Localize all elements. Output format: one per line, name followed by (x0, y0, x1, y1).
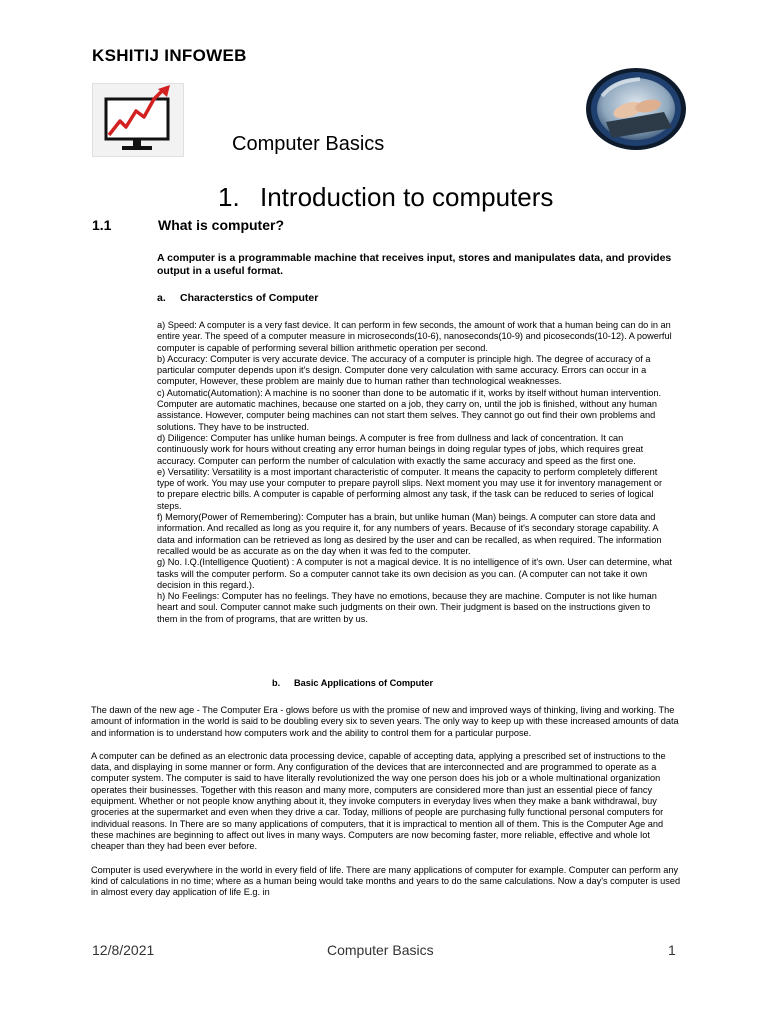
subsection-a-heading (157, 292, 318, 304)
subsection-b-label: b. (272, 678, 281, 688)
chapter-title: Introduction to computers (260, 182, 554, 212)
subsection-b-title: Basic Applications of Computer (294, 678, 434, 688)
company-name: KSHITIJ INFOWEB (92, 46, 247, 65)
body-paragraph: A computer can be defined as an electronic data processing device, capable of accepting data, applying a prescribed set of instructions to the data, and displaying in some manner or form. Any configuration of the devices that are interconnected and are programmed to operate as a computer system. The computer is said to have literally revolutionized the way one person does his job or a whole multinational organization operates their businesses. Together with this reason and many more, computers are considered more than just an essential piece of fancy equipment. Whether or not people know anything about it, they invoke computers in everyday lives when they make a bank withdrawal, buy groceries at the supermarket and even when they drive a car. Today, millions of people are purchasing fully functional personal computers for individual reasons. In There are so many applications of computers, that it is impractical to mention all of them. This is the Computer Age and these machines are beginning to affect out lives in many ways. Computers are now becoming faster, more reliable, effective and whole lot cheaper than they had been ever before. (91, 750, 666, 852)
body-paragraph: The dawn of the new age - The Computer Era - glows before us with the promise of new and improved ways of thinking, living and working. The amount of information in the world is said to be doubling every six to seven years. The only way to keep up with these increased amounts of data and information is to understand how computers work and the ability to control them for a particular purpose. (91, 705, 679, 738)
subsection-a-title: Characterstics of Computer (180, 292, 319, 304)
characteristic-item: a) Speed: A computer is a very fast device. It can perform in few seconds, the amount of work that a human being can do in an entire year. The speed of a computer measure in microseconds(10-6), nanoseconds(10-9) and picoseconds(10-12). A powerful computer is capable of performing several billion arithmetic operation per second. (157, 320, 672, 353)
characteristic-item: f) Memory(Power of Remembering): Computer has a brain, but unlike human (Man) beings. A computer can store data and information. And recalled as long as you require it, for any numbers of years. Because of it's secondary storage capability. A data and information can be retrieved as long as desired by the user and can be recalled, as when required. The information recalled would be as accurate as on the day when it was fed to the computer. (157, 512, 662, 556)
body-paragraph: Computer is used everywhere in the world in every field of life. There are many applications of computer for example. Computer can perform any kind of calculations in no time; where as a human being would take months and years to do the same calculations. Now a day's computer is used in almost every day application of life E.g. in (91, 864, 681, 898)
characteristic-item: d) Diligence: Computer has unlike human beings. A computer is free from dullness and lack of concentration. It can continuously work for hours without creating any error human beings in doing regular types of jobs, which requires great accuracy. Computer can perform the number of calculation with exactly the same accuracy and speed as the first one. (157, 432, 644, 466)
chapter-number: 1. (218, 182, 240, 212)
chapter-heading (218, 182, 553, 213)
page-number: 1 (668, 942, 676, 958)
characteristics-list (157, 320, 672, 625)
applications-body (91, 705, 681, 910)
characteristic-item: c) Automatic(Automation): A machine is no sooner than done to be automatic if it, works by itself without human intervention. Computer are automatic machines, because one started on a job, they carry on, until the job is finished, without any human assistance. However, computer being machines can not start them selves. They cannot go out find their own problems and solutions. They have to be instructed. (157, 387, 662, 432)
typing-hands-icon (584, 66, 688, 152)
characteristic-item: e) Versatility: Versatility is a most important characteristic of computer. It means the capacity to perform completely different type of work. You may use your computer to prepare payroll slips. Next moment you may use it for inventory management or to prepare electric bills. A computer is capable of performing almost any task, if the task can be reduced to series of logical steps. (157, 466, 663, 511)
definition-paragraph: A computer is a programmable machine that receives input, stores and manipulates data, and provides output in a useful format. (157, 252, 672, 277)
subsection-a-label: a. (157, 292, 166, 304)
page-footer (0, 940, 768, 964)
subsection-b-heading (272, 678, 433, 688)
footer-title: Computer Basics (327, 942, 434, 958)
section-number: 1.1 (92, 217, 112, 233)
section-heading (92, 217, 284, 233)
document-subtitle: Computer Basics (232, 133, 385, 155)
characteristic-item: g) No. I.Q.(Intelligence Quotient) : A computer is not a magical device. It is no intelligence of it's own. User can determine, what tasks will the computer perform. So a computer cannot take its own decision as you can. (A computer can not take it own decision in this regard.). (157, 557, 672, 590)
characteristic-item: h) No Feelings: Computer has no feelings. They have no emotions, because they are machine. Computer is not like human heart and soul. Computer cannot make such judgments on their own. Their judgment is based on the instructions given to them in the from of programs, that are written by us. (157, 591, 657, 624)
characteristic-item: b) Accuracy: Computer is very accurate device. The accuracy of a computer is principle high. The degree of accuracy of a particular computer depends upon it's design. Computer done very calculation with same accuracy. Errors can occur in a computer, However, these problem are mainly due to human rather than technological weaknesses. (157, 353, 651, 387)
footer-date: 12/8/2021 (92, 942, 155, 958)
section-title: What is computer? (158, 217, 285, 233)
growth-chart-monitor-icon (92, 83, 184, 157)
